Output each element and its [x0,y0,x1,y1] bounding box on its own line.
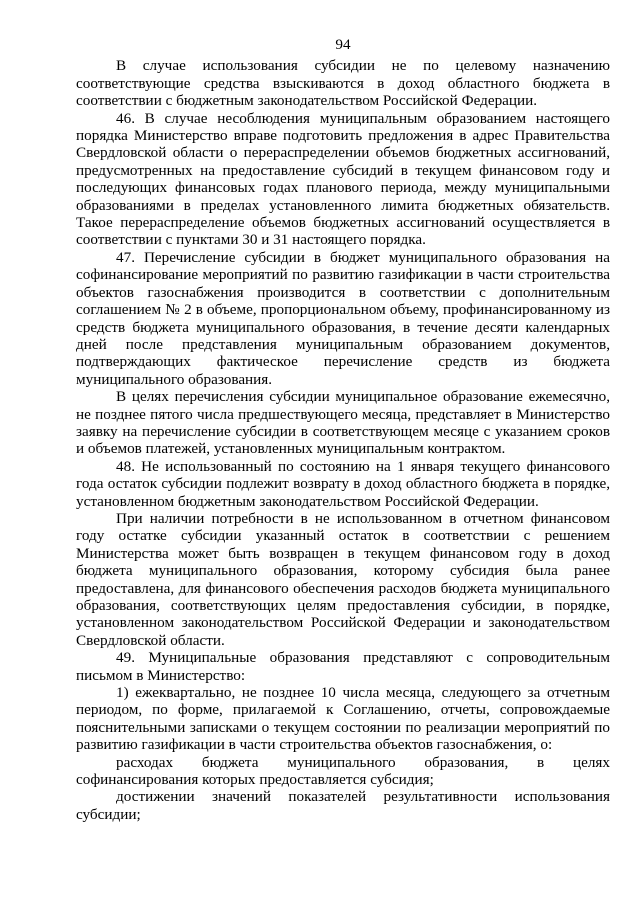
paragraph-transfer-request: В целях перечисления субсидии муниципальное образование ежемесячно, не позднее пятого числа предшествующего месяца, представляет в Министерство заявку на перечисление субсидии в соответствующем месяце с указанием сроков и объемов платежей, установленных муниципальным контрактом. [76,388,610,458]
document-page [76,36,610,823]
page-number: 94 [335,36,351,53]
list-subitem-indicators: достижении значений показателей результативности использования субсидии; [76,788,610,823]
paragraph-misuse-recovery: В случае использования субсидии не по целевому назначению соответствующие средства взыскиваются в доход областного бюджета в соответствии с бюджетным законодательством Российской Федерации. [76,57,610,110]
paragraph-47: 47. Перечисление субсидии в бюджет муниципального образования на софинансирование мероприятий по развитию газификации в части строительства объектов газоснабжения производится в соответствии с дополнительным соглашением № 2 в объеме, пропорциональном объему, профинансированному из средств бюджета муниципального образования, в течение десяти календарных дней после представления муниципальным образованием документов, подтверждающих фактическое перечисление средств из бюджета муниципального образования. [76,248,610,388]
paragraph-49: 49. Муниципальные образования представляют с сопроводительным письмом в Министерство: [76,649,610,684]
paragraph-unused-balance: При наличии потребности в не использованном в отчетном финансовом году остатке субсидии указанный остаток в соответствии с решением Министерства может быть возвращен в текущем финансовом году в доход бюджета муниципального образования, которому субсидия была ранее предоставлена, для финансового обеспечения расходов бюджета муниципального образования, соответствующих целям предоставления субсидии, в порядке, установленном законодательством Российской Федерации и законодательством Свердловской области. [76,509,610,649]
paragraph-48: 48. Не использованный по состоянию на 1 января текущего финансового года остаток субсидии подлежит возврату в доход областного бюджета в порядке, установленном бюджетным законодательством Российской Федерации. [76,457,610,510]
list-subitem-expenses: расходах бюджета муниципального образования, в целях софинансирования которых предоставляется субсидия; [76,753,610,789]
list-item-1: 1) ежеквартально, не позднее 10 числа месяца, следующего за отчетным периодом, по форме, прилагаемой к Соглашению, отчеты, сопровождаемые пояснительными записками о текущем состоянии по реализации мероприятий по развитию газификации в части строительства объектов газоснабжения, о: [76,684,610,754]
paragraph-46: 46. В случае несоблюдения муниципальным образованием настоящего порядка Министерство вправе подготовить предложения в адрес Правительства Свердловской области о перераспределении объемов бюджетных ассигнований, предусмотренных на предоставление субсидий в текущем финансовом году и последующих финансовых годах планового периода, между муниципальными образованиями в пределах установленного лимита бюджетных обязательств. Такое перераспределение объемов бюджетных ассигнований осуществляется в соответствии с пунктами 30 и 31 настоящего порядка. [76,109,610,249]
